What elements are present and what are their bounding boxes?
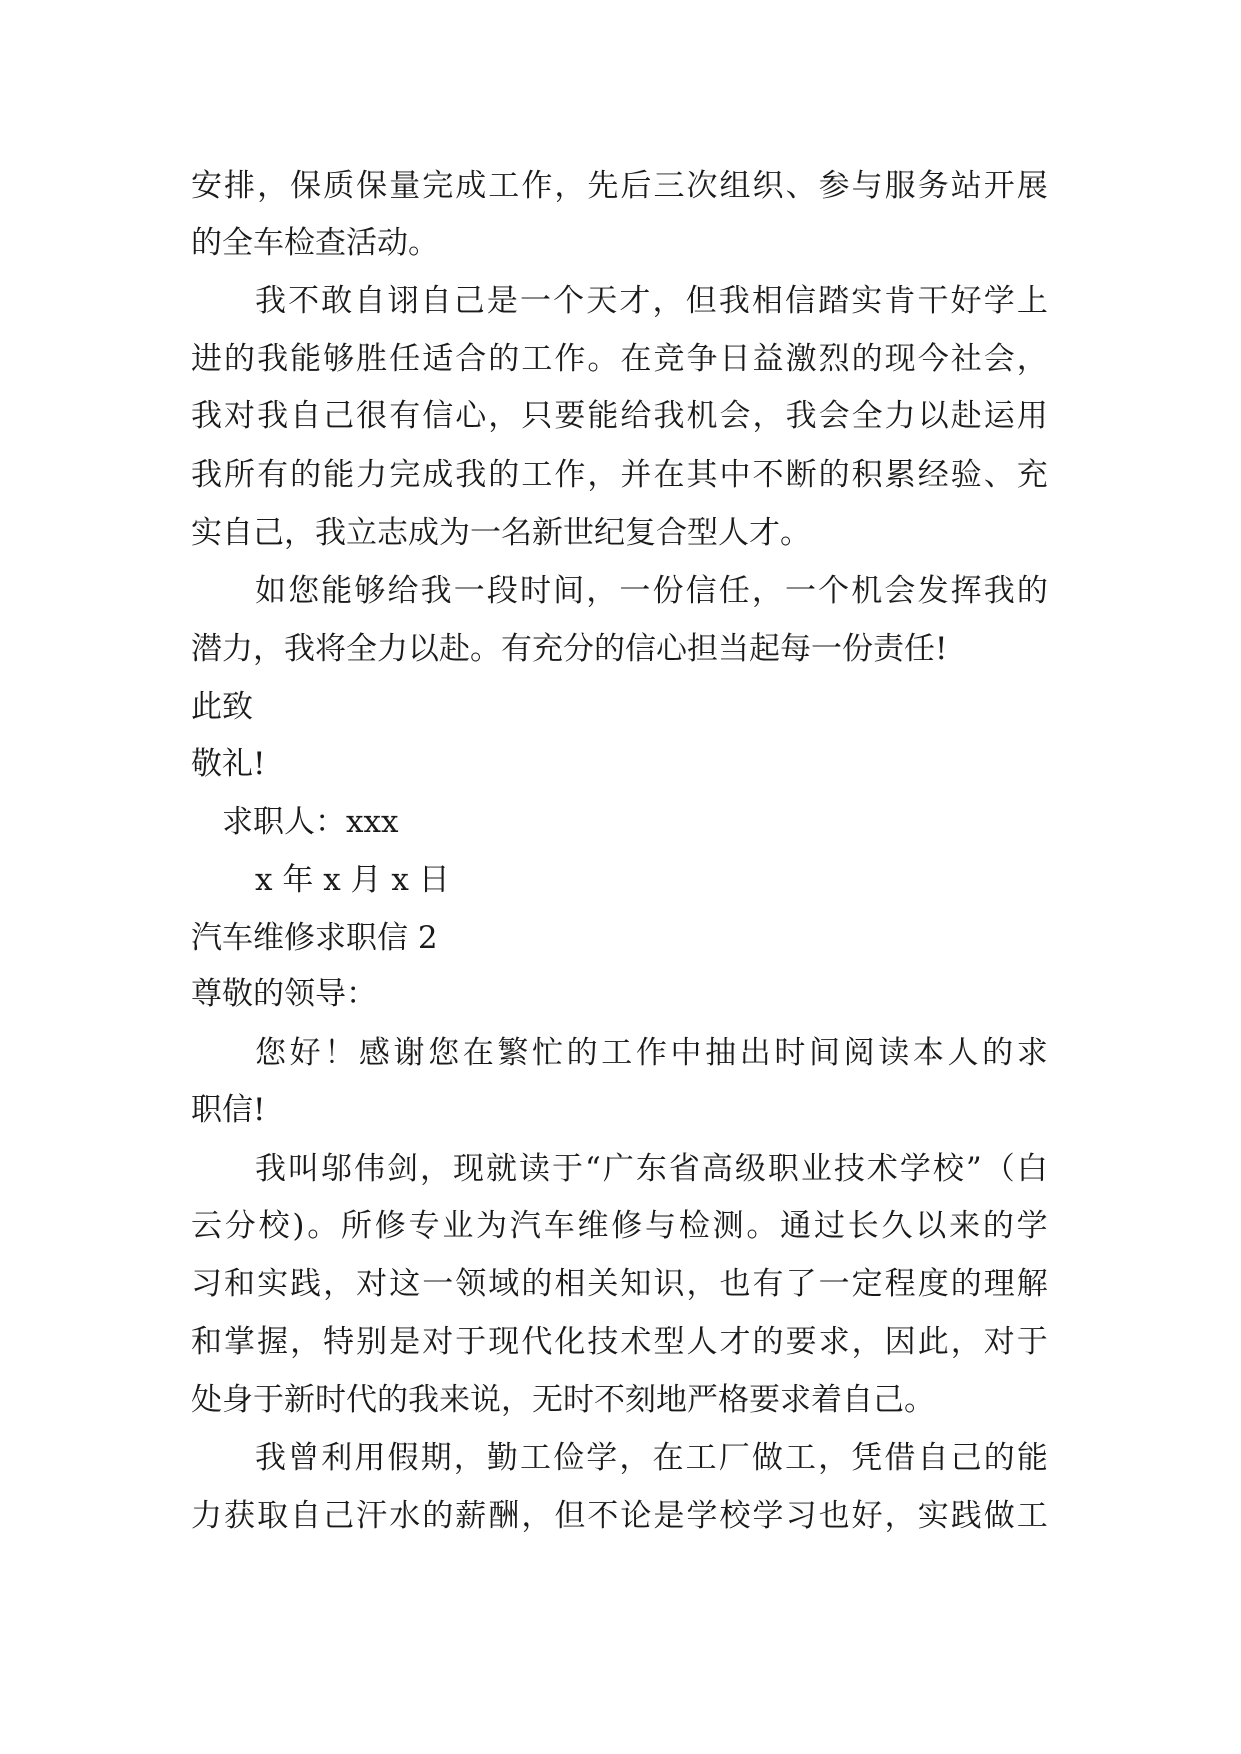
text-line: 实自己，我立志成为一名新世纪复合型人才。 <box>191 515 811 551</box>
date-line: x 年 x 月 x 日 <box>255 862 450 898</box>
text-line: 处身于新时代的我来说，无时不刻地严格要求着自己。 <box>191 1382 935 1418</box>
paragraph-first-line: 我 叫 邬 伟 剑 ， 现 就 读 于 “ 广 东 省 高 级 职 业 技 术 学 校 ” （ 白 <box>255 1151 1048 1187</box>
text-line: 潜力，我将全力以赴。有充分的信心担当起每一份责任! <box>191 631 948 667</box>
text-line: 进 的 我 能 够 胜 任 适 合 的 工 作 。 在 竞 争 日 益 激 烈 的 现 今 社 会 ， <box>191 341 1048 377</box>
text-line: 我 对 我 自 己 很 有 信 心 ， 只 要 能 给 我 机 会 ， 我 会 全 力 以 赴 运 用 <box>191 398 1048 434</box>
signature-line: 求职人：xxx <box>222 804 399 840</box>
section-title: 汽车维修求职信 2 <box>191 920 438 956</box>
paragraph-first-line: 如 您 能 够 给 我 一 段 时 间 ， 一 份 信 任 ， 一 个 机 会 发 挥 我 的 <box>255 573 1048 609</box>
text-line: 和 掌 握 ， 特 别 是 对 于 现 代 化 技 术 型 人 才 的 要 求 ， 因 此 ， 对 于 <box>191 1324 1048 1360</box>
paragraph-first-line: 我 不 敢 自 诩 自 己 是 一 个 天 才 ， 但 我 相 信 踏 实 肯 干 好 学 上 <box>255 283 1048 319</box>
text-line: 力 获 取 自 己 汗 水 的 薪 酬 ， 但 不 论 是 学 校 学 习 也 好 ， 实 践 做 工 <box>191 1498 1048 1534</box>
text-line: 习 和 实 践 ， 对 这 一 领 域 的 相 关 知 识 ， 也 有 了 一 定 程 度 的 理 解 <box>191 1266 1048 1302</box>
paragraph-first-line: 您 好 ！ 感 谢 您 在 繁 忙 的 工 作 中 抽 出 时 间 阅 读 本 人 的 求 <box>255 1035 1048 1071</box>
salutation: 尊敬的领导： <box>191 976 377 1012</box>
text-line: 安 排 ， 保 质 保 量 完 成 工 作 ， 先 后 三 次 组 织 、 参 与 服 务 站 开 展 <box>191 168 1048 204</box>
text-line: 的全车检查活动。 <box>191 225 439 261</box>
paragraph-first-line: 我 曾 利 用 假 期 ， 勤 工 俭 学 ， 在 工 厂 做 工 ， 凭 借 自 己 的 能 <box>255 1440 1048 1476</box>
text-line: 云 分 校 ) 。 所 修 专 业 为 汽 车 维 修 与 检 测 。 通 过 长 久 以 来 的 学 <box>191 1208 1048 1244</box>
text-line: 职信! <box>191 1092 266 1128</box>
text-line: 我 所 有 的 能 力 完 成 我 的 工 作 ， 并 在 其 中 不 断 的 积 累 经 验 、 充 <box>191 457 1048 493</box>
closing-salute: 敬礼! <box>191 746 266 782</box>
closing-line: 此致 <box>191 689 253 725</box>
